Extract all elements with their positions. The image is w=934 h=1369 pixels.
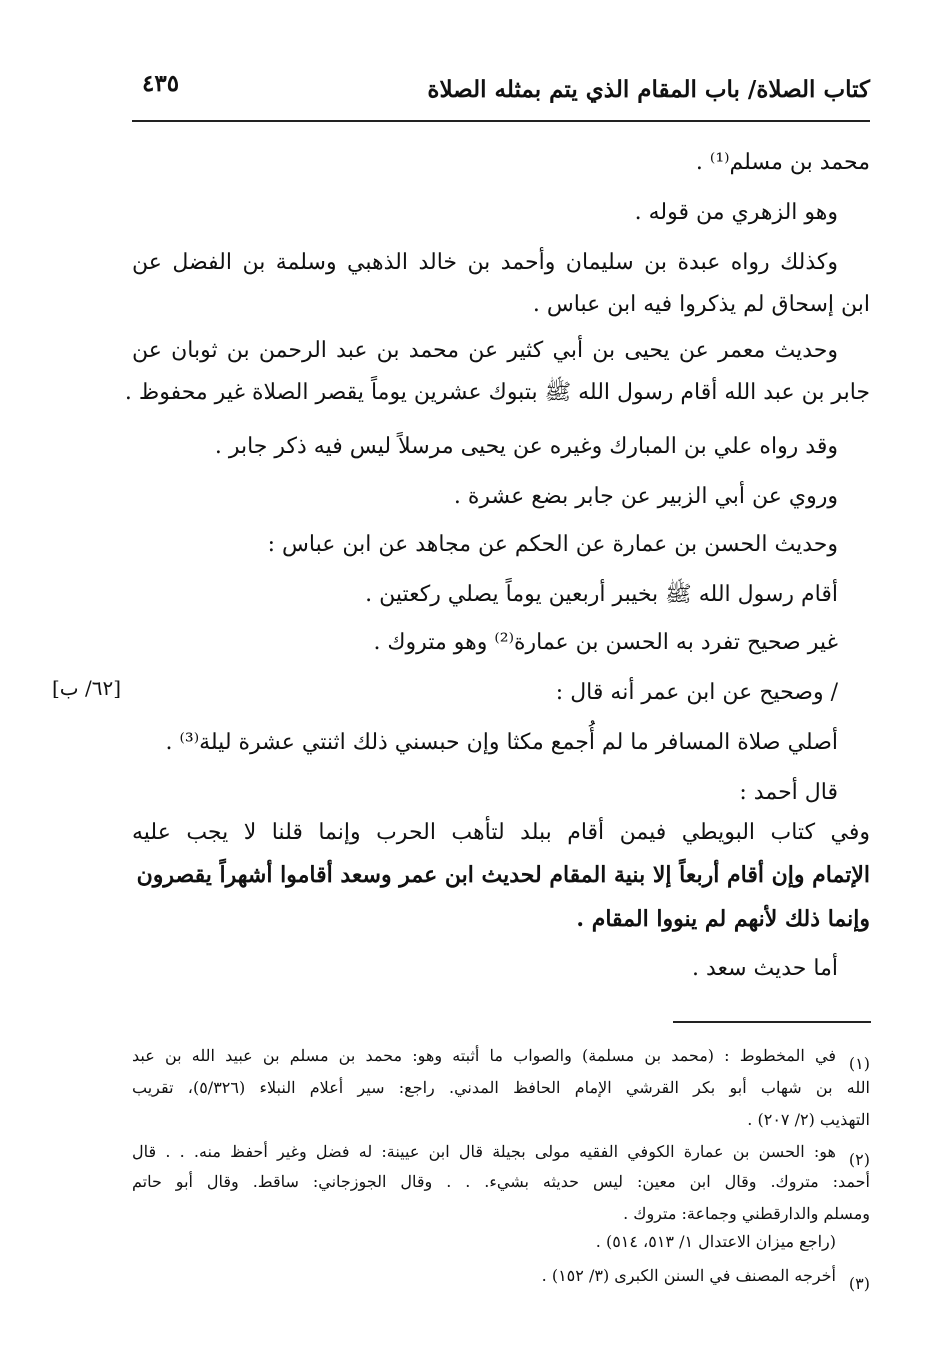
text-line: وقد رواه علي بن المبارك وغيره عن يحيى مرسلاً ليس فيه ذكر جابر . <box>214 434 838 459</box>
text-line: محمد بن مسلم⁽¹⁾ . <box>695 150 870 175</box>
text-line: وفي كتاب البويطي فيمن أقام ببلد لتأهب الحرب وإنما قلنا لا يجب عليه <box>132 820 870 845</box>
running-header <box>132 62 870 122</box>
page-number: ٤٣٥ <box>142 70 180 97</box>
text-line: وكذلك رواه عبدة بن سليمان وأحمد بن خالد الذهبي وسلمة بن الفضل عن <box>132 250 838 275</box>
footnote-line: التهذيب (٢/ ٢٠٧) . <box>747 1110 870 1129</box>
manuscript-folio-marker: [٦٢/ ب] <box>52 676 122 700</box>
text-line: الإتمام وإن أقام أربعاً إلا بنية المقام لحديث ابن عمر وسعد أقاموا أشهراً يقصرون <box>136 862 870 888</box>
footnote-line: ومسلم والدارقطني وجماعة: متروك . <box>623 1204 870 1223</box>
text-line: قال أحمد : <box>739 780 838 805</box>
text-line: وهو الزهري من قوله . <box>634 200 838 225</box>
text-line: وحديث معمر عن يحيى بن أبي كثير عن محمد بن عبد الرحمن بن ثوبان عن <box>132 338 838 363</box>
chapter-title: كتاب الصلاة/ باب المقام الذي يتم بمثله الصلاة <box>427 76 870 103</box>
footnote-line: (راجع ميزان الاعتدال ١/ ٥١٣، ٥١٤) . <box>595 1232 836 1251</box>
footnote-number: (٣) <box>848 1274 870 1293</box>
footnote-line: في المخطوط : (محمد بن مسلمة) والصواب ما أثبته وهو: محمد بن مسلم بن عبيد الله بن عبد <box>132 1046 837 1065</box>
text-line: أما حديث سعد . <box>691 956 838 981</box>
footnote-line: الله بن شهاب أبو بكر القرشي الإمام الحافظ المدني. راجع: سير أعلام النبلاء (٥/٣٢٦)، تقريب <box>132 1078 870 1097</box>
footnote-line: أخرجه المصنف في السنن الكبرى (٣/ ١٥٢) . <box>541 1266 836 1285</box>
text-line: أقام رسول الله ﷺ بخيبر أربعين يوماً يصلي ركعتين . <box>365 582 838 607</box>
text-line: وإنما ذلك لأنهم لم ينووا المقام . <box>576 906 870 932</box>
footnote-number: (٢) <box>848 1150 870 1169</box>
footnote-separator <box>673 1021 871 1023</box>
text-line: أصلي صلاة المسافر ما لم أُجمع مكثا وإن حبسني ذلك اثنتي عشرة ليلة⁽³⁾ . <box>165 730 838 755</box>
footnote-line: أحمد: متروك. وقال ابن معين: ليس حديثه بشيء. . . وقال الجوزجاني: ساقط. وقال أبو حاتم <box>132 1172 870 1191</box>
text-line: ابن إسحاق لم يذكروا فيه ابن عباس . <box>532 292 870 317</box>
text-line: غير صحيح تفرد به الحسن بن عمارة⁽²⁾ وهو متروك . <box>373 630 838 655</box>
footnote-number: (١) <box>848 1054 870 1073</box>
text-line: وروي عن أبي الزبير عن جابر بضع عشرة . <box>453 484 838 509</box>
footnote-line: هو: الحسن بن عمارة الكوفي الفقيه مولى بجيلة قال ابن عيينة: له فضل وغير أحفظ منه. . . قال <box>132 1142 836 1161</box>
text-line: / وصحيح عن ابن عمر أنه قال : <box>555 680 838 705</box>
text-line: وحديث الحسن بن عمارة عن الحكم عن مجاهد عن ابن عباس : <box>267 532 838 557</box>
text-line: جابر بن عبد الله أقام رسول الله ﷺ بتبوك عشرين يوماً يقصر الصلاة غير محفوظ . <box>124 380 870 405</box>
